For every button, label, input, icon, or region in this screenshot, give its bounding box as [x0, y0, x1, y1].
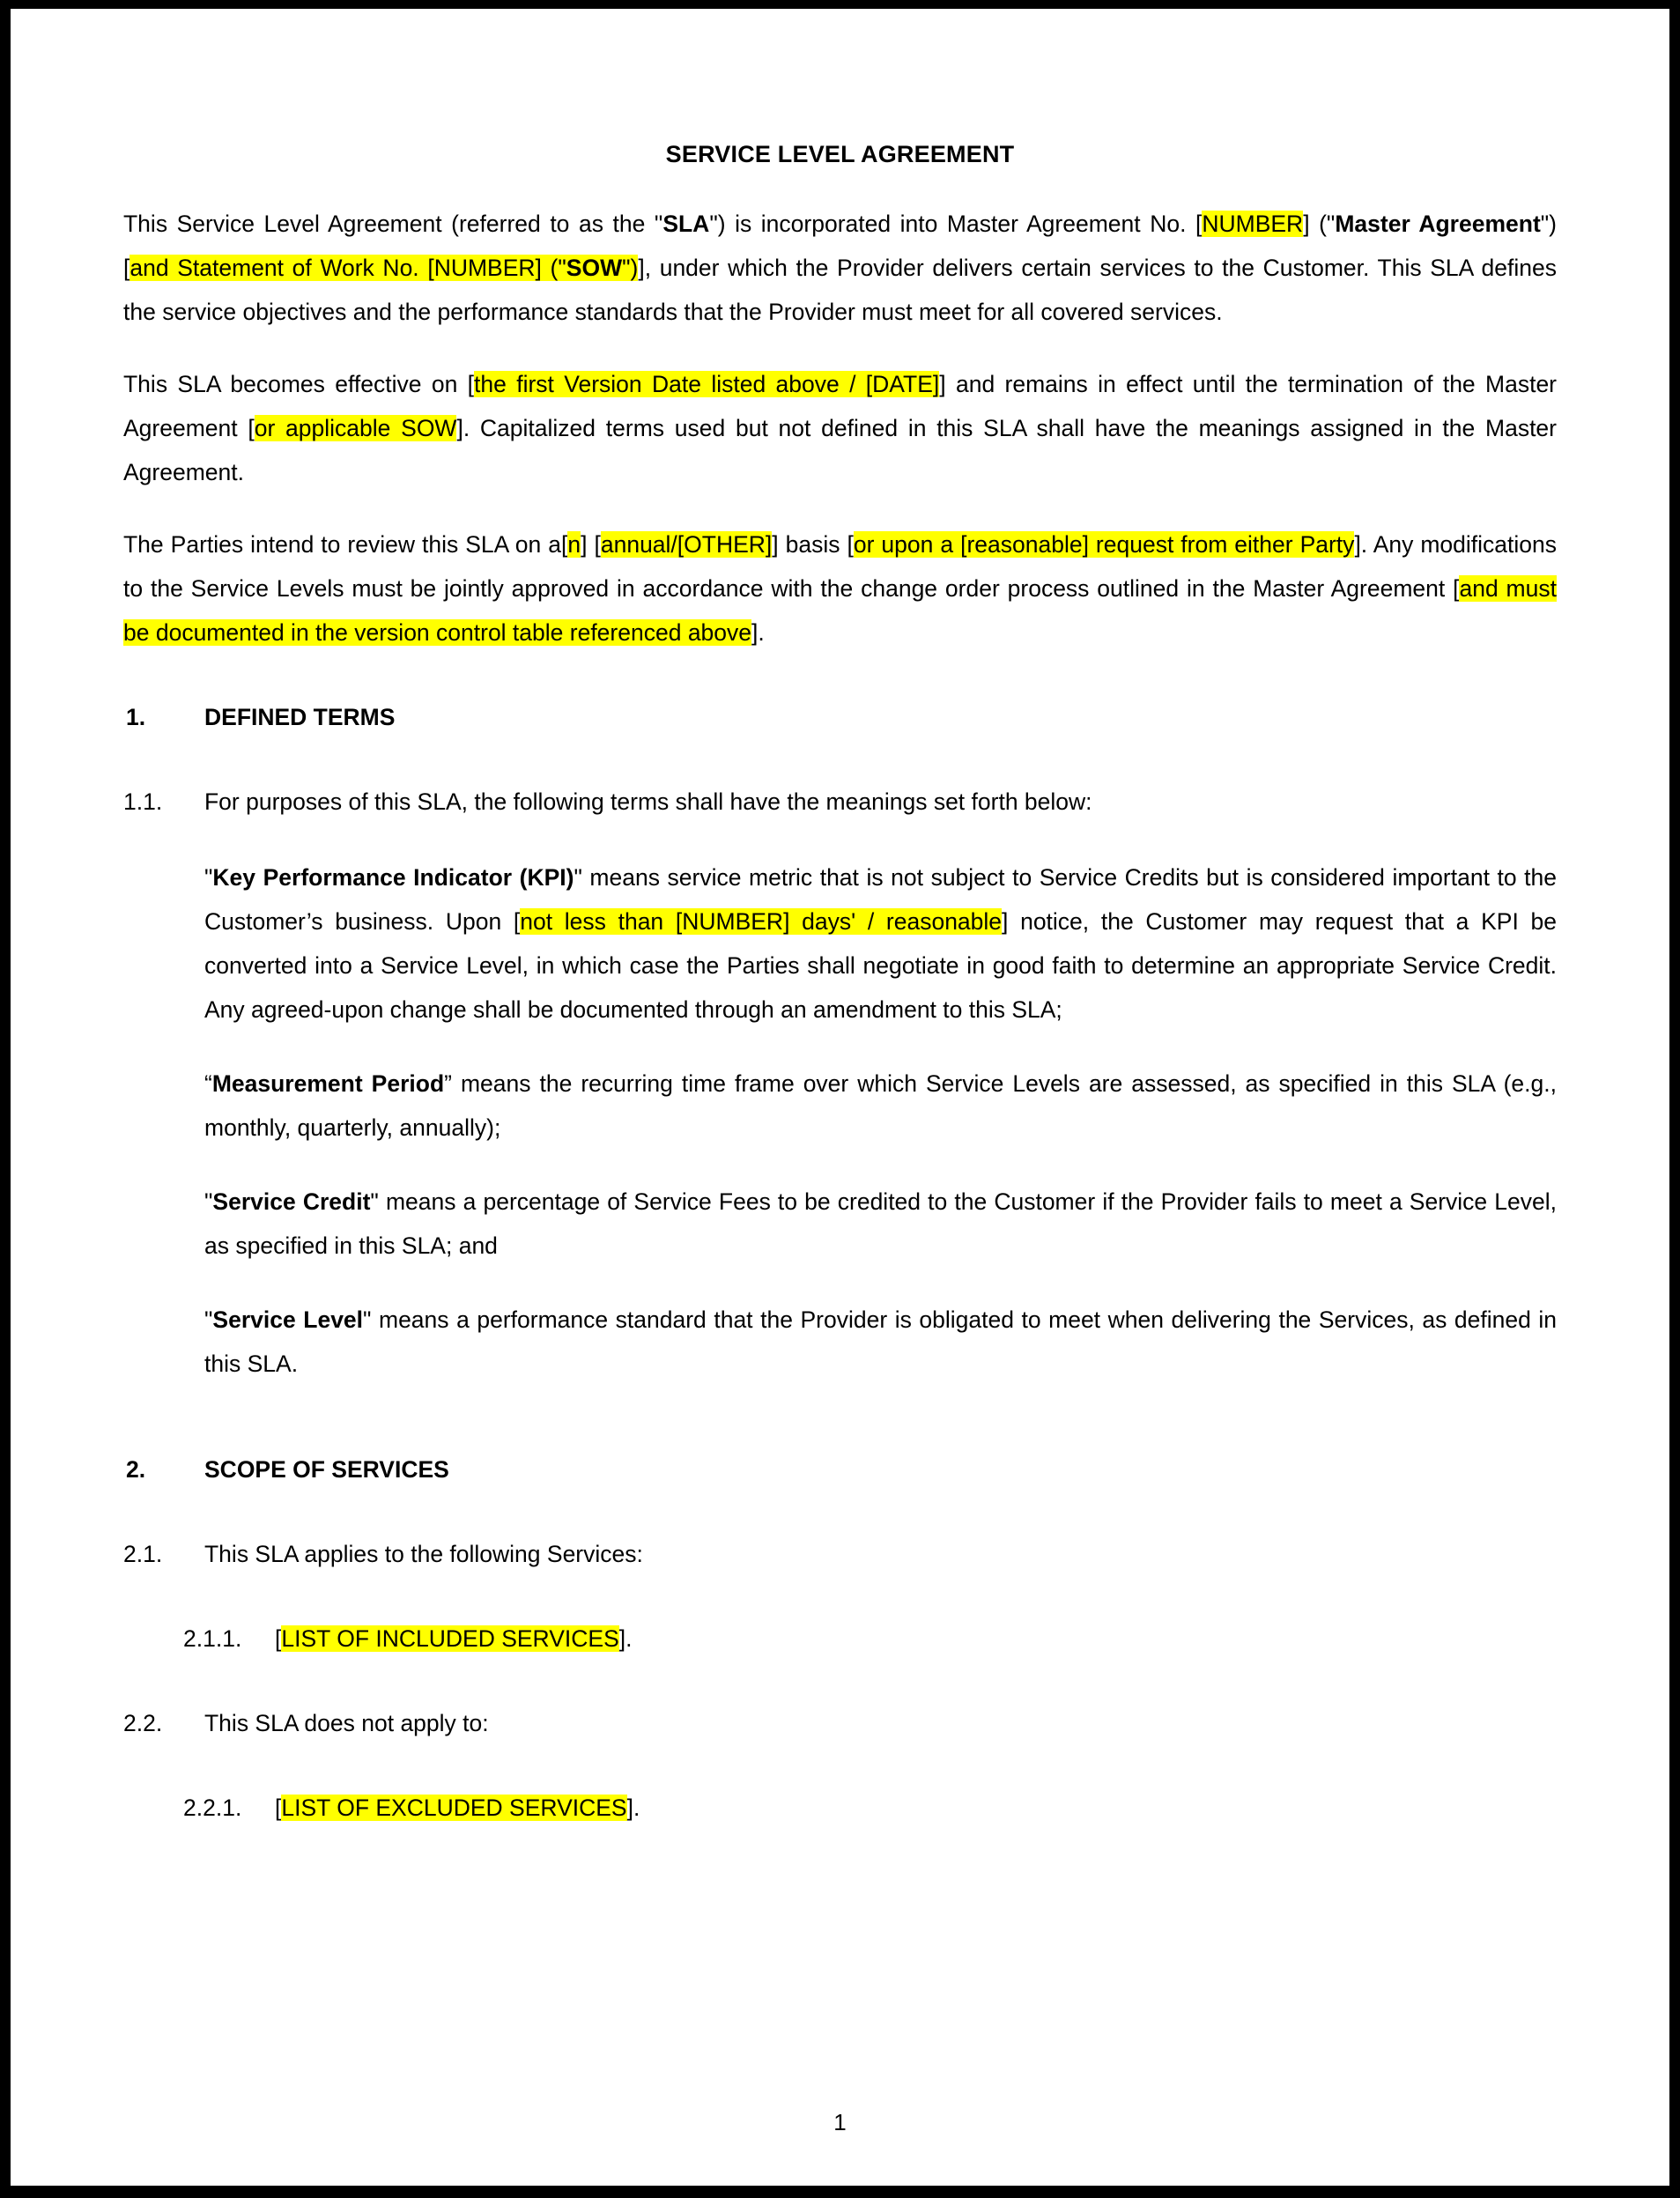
spacer	[123, 1491, 1557, 1532]
definition-kpi-seg3: " means service metric that is not subject to Service Credits but is considered important to the Customer’s business. Upon [	[204, 864, 1557, 935]
clause-2-1-1-text	[275, 1617, 1557, 1661]
clause-2-2-1	[123, 1786, 1557, 1830]
section-heading-2	[123, 1435, 1557, 1491]
intro-p1-seg7: ") [	[123, 211, 1557, 281]
clause-1-1-text: For purposes of this SLA, the following terms shall have the meanings set forth below:	[204, 788, 1092, 815]
section-1-title: DEFINED TERMS	[204, 704, 396, 730]
intro-p3-seg5: ] basis [	[772, 531, 854, 558]
intro-p1-seg11: ], under which the Provider delivers certain services to the Customer. This SLA defines the service objectives and the performance standards that the Provider must meet for all covered services.	[123, 255, 1557, 325]
intro-p1-sow-clause-a: and Statement of Work No. [NUMBER] ("	[130, 255, 566, 281]
spacer	[123, 824, 1557, 855]
definition-measurement-period-term: Measurement Period	[211, 1070, 445, 1097]
intro-p3-seg1: The Parties intend to review this SLA on a[	[123, 531, 568, 558]
definition-kpi-seg1: "	[204, 864, 213, 891]
clause-2-2-number: 2.2.	[123, 1710, 163, 1736]
clause-2-1-1-close: ].	[618, 1625, 633, 1652]
clause-2-2-1-excluded-services-placeholder: LIST OF EXCLUDED SERVICES	[281, 1795, 627, 1821]
definition-kpi	[123, 855, 1557, 1032]
clause-2-2-1-close: ].	[626, 1795, 640, 1821]
intro-p3-review-frequency-placeholder: annual/[OTHER]	[600, 531, 773, 558]
intro-p2-sow-option: or applicable SOW	[254, 415, 457, 441]
spacer	[123, 1745, 1557, 1786]
intro-p3-seg9: ].	[751, 619, 765, 646]
clause-2-1-number: 2.1.	[123, 1541, 163, 1567]
clause-2-1-text: This SLA applies to the following Services:	[204, 1541, 643, 1567]
definition-service-level	[123, 1298, 1557, 1386]
intro-p1-seg5: ] ("	[1303, 211, 1336, 237]
intro-p3-seg7: ]. Any modifications to the Service Levels must be jointly approved in accordance with the change order process outlined in the Master Agreement [	[123, 531, 1557, 602]
intro-p3-seg3: ] [	[581, 531, 601, 558]
intro-paragraph-1	[123, 202, 1557, 334]
intro-paragraph-3	[123, 522, 1557, 655]
definition-kpi-term: Key Performance Indicator (KPI)	[212, 864, 574, 891]
intro-paragraph-2	[123, 362, 1557, 494]
intro-p1-number-placeholder: NUMBER	[1202, 211, 1304, 237]
intro-p2-seg3: ] and remains in effect until the termination of the Master Agreement [	[123, 371, 1558, 441]
intro-p1-sow-term: SOW	[566, 255, 623, 281]
intro-p1-seg3: ") is incorporated into Master Agreement No. [	[709, 211, 1203, 237]
clause-2-1-1-included-services-placeholder: LIST OF INCLUDED SERVICES	[281, 1625, 619, 1652]
section-heading-1	[123, 683, 1557, 739]
clause-2-1	[123, 1532, 1557, 1576]
clause-2-2-text: This SLA does not apply to:	[204, 1710, 489, 1736]
intro-p1-seg1: This Service Level Agreement (referred to as the "	[123, 211, 663, 237]
intro-p2-seg1: This SLA becomes effective on [	[123, 371, 475, 397]
definition-service-level-term: Service Level	[212, 1306, 364, 1333]
intro-p3-request-option: or upon a [reasonable] request from either Party	[853, 531, 1355, 558]
clause-1-1-number: 1.1.	[123, 788, 163, 815]
intro-p1-sla-term: SLA	[662, 211, 710, 237]
section-2-number: 2.	[126, 1456, 146, 1483]
clause-1-1	[123, 780, 1557, 824]
spacer	[123, 1576, 1557, 1617]
definition-service-level-seg3: " means a performance standard that the Provider is obligated to meet when delivering the Services, as defined in this SLA.	[204, 1306, 1558, 1377]
document-page	[11, 9, 1669, 2186]
definition-measurement-period-seg3: ” means the recurring time frame over which Service Levels are assessed, as specified in this SLA (e.g., monthly, quarterly, annually);	[204, 1070, 1557, 1141]
intro-p2-effective-date-placeholder: the first Version Date listed above / [DATE]	[474, 371, 940, 397]
intro-p2-seg5: ]. Capitalized terms used but not defined in this SLA shall have the meanings assigned in the Master Agreement.	[123, 415, 1557, 485]
section-2-title: SCOPE OF SERVICES	[204, 1456, 449, 1483]
clause-2-1-1-number: 2.1.1.	[183, 1625, 242, 1652]
intro-p1-master-agreement-term: Master Agreement	[1335, 211, 1541, 237]
intro-p3-article-n: n	[567, 531, 581, 558]
definition-service-credit	[123, 1180, 1557, 1268]
section-1-number: 1.	[126, 704, 146, 730]
clause-2-2	[123, 1701, 1557, 1745]
page-title: SERVICE LEVEL AGREEMENT	[665, 141, 1015, 167]
spacer	[123, 1661, 1557, 1701]
definition-measurement-period	[123, 1062, 1557, 1150]
clause-2-1-1	[123, 1617, 1557, 1661]
intro-p3-version-control-option: and must be documented in the version control table referenced above	[123, 575, 1557, 646]
definition-service-credit-seg3: " means a percentage of Service Fees to be credited to the Customer if the Provider fails to meet a Service Level, as specified in this SLA; and	[204, 1188, 1558, 1259]
definition-measurement-period-seg1: “	[204, 1070, 212, 1097]
definition-kpi-notice-placeholder: not less than [NUMBER] days' / reasonable	[520, 908, 1003, 935]
definition-service-level-seg1: "	[204, 1306, 213, 1333]
definition-service-credit-seg1: "	[204, 1188, 213, 1215]
intro-p1-sow-clause-b: ")	[622, 255, 639, 281]
clause-2-2-1-text	[275, 1786, 1557, 1830]
spacer	[123, 739, 1557, 780]
definition-service-credit-term: Service Credit	[212, 1188, 371, 1215]
definition-kpi-seg5: ] notice, the Customer may request that a KPI be converted into a Service Level, in which case the Parties shall negotiate in good faith to determine an appropriate Service Credit. Any agreed-upon change shall be documented through an amendment to this SLA;	[204, 908, 1557, 1023]
clause-2-1-1-open-bracket: [	[275, 1625, 282, 1652]
spacer	[123, 1416, 1557, 1435]
clause-2-2-1-number: 2.2.1.	[183, 1795, 242, 1821]
clause-2-2-1-open-bracket: [	[275, 1795, 282, 1821]
page-number: 1	[833, 2109, 847, 2135]
